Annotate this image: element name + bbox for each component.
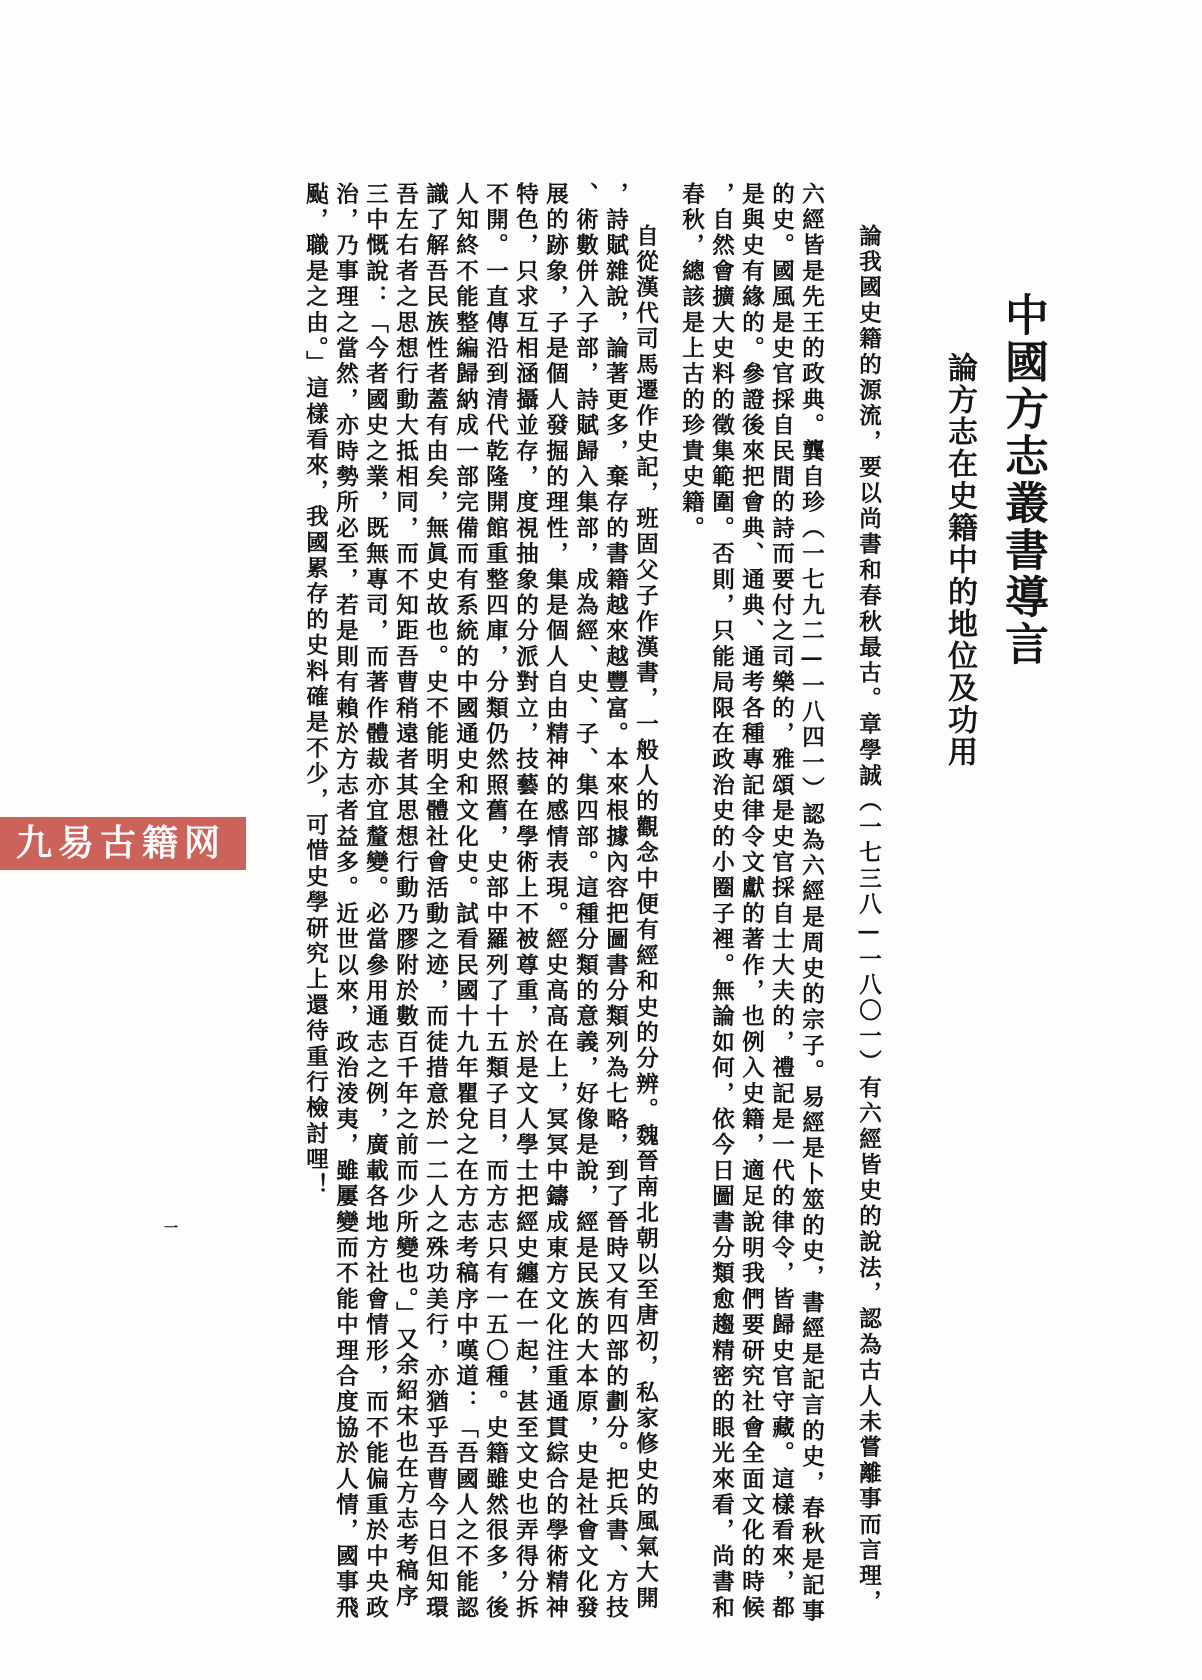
body-line-2: 六經皆是先王的政典。龔自珍（一七九二—一八四一）認為六經是周史的宗子。易經是卜筮的史，書經是記言的史，春秋是記事	[798, 182, 825, 1625]
body-line-4: 是與史有緣的。參證後來把會典、通典、通考各種專記律令文獻的著作，也例入史籍，適足說明我們要研究社會全面文化的時候	[738, 182, 765, 1622]
body-line-18: 颭，職是之由。」這樣看來，我國累存的史料確是不少，可惜史學研究上還待重行檢討哩！	[302, 182, 329, 1199]
body-line-6: 春秋，總該是上古的珍貴史籍。	[678, 182, 705, 542]
body-line-16: 三中慨說：「今者國史之業，既無專司，而著作體裁亦宜釐變。必當參用通志之例，廣載各地方社會情形，而不能偏重於中央政	[362, 182, 389, 1622]
book-title: 中國方志叢書導言	[997, 292, 1048, 668]
body-line-10: 展的跡象，子是個人發掘的理性，集是個人自由精神的感情表現。經史高高在上，冥冥中鑄成東方文化注重通貫綜合的學術精神	[542, 182, 569, 1622]
body-line-3: 的史。國風是史官採自民間的詩而要付之司樂的，雅頌是史官採自士大夫的，禮記是一代的律令，皆歸史官守藏。這樣看來，都	[768, 182, 795, 1622]
body-line-11: 特色，只求互相涵攝並存，度視抽象的分派對立，技藝在學術上不被尊重，於是文人學士把經史纏在一起，甚至文史也弄得分拆	[512, 182, 539, 1622]
body-line-13: 人知終不能整編歸納成一部完備而有系統的中國通史和文化史。試看民國十九年瞿兌之在方志考稿序中嘆道：「吾國人之不能認	[452, 182, 479, 1622]
body-line-5: ，自然會擴大史料的徵集範圍。否則，只能局限在政治史的小圈子裡。無論如何，依今日圖書分類愈趨精密的眼光來看，尚書和	[708, 182, 735, 1622]
body-line-1: 論我國史籍的源流，要以尚書和春秋最古。章學誠（一七三八—一八〇一）有六經皆史的說法，認為古人未嘗離事而言理，	[855, 224, 882, 1616]
body-line-9: 、術數併入子部，詩賦歸入集部，成為經、史、子、集四部。這種分類的意義，好像是說，經是民族的大本原，史是社會文化發	[572, 182, 599, 1622]
body-line-8: ，詩賦雜說，論著更多，棄存的書籍越來越豐富。本來根據內容把圖書分類列為七略，到了晉時又有四部的劃分。把兵書、方技	[602, 182, 629, 1622]
essay-title: 論方志在史籍中的地位及功用	[942, 352, 977, 768]
body-line-17: 治，乃事理之當然，亦時勢所必至，若是則有賴於方志者益多。近世以來，政治淩夷，雖屢變而不能中理合度協於人情，國事飛	[332, 182, 359, 1622]
body-line-15: 吾左右者之思想行動大抵相同，而不知距吾曹稍遠者其思想行動乃膠附於數百千年之前而少所變也。」又余紹宋也在方志考稿序	[392, 182, 419, 1610]
body-line-7: 自從漢代司馬遷作史記，班固父子作漢書，一般人的觀念中便有經和史的分辨。魏晉南北朝以至唐初，私家修史的風氣大開	[632, 224, 659, 1612]
watermark-banner: 九易古籍网	[0, 817, 246, 870]
body-line-12: 不開。一直傳沿到清代乾隆開館重整四庫，分類仍然照舊，史部中羅列了十五類子目，而方志只有一五〇種。史籍雖然很多，後	[482, 182, 509, 1622]
body-line-14: 識了解吾民族性者蓋有由矣，無眞史故也。史不能明全體社會活動之迹，而徒措意於一二人之殊功美行，亦猶乎吾曹今日但知環	[422, 182, 449, 1622]
page-number: 一	[164, 1221, 179, 1237]
